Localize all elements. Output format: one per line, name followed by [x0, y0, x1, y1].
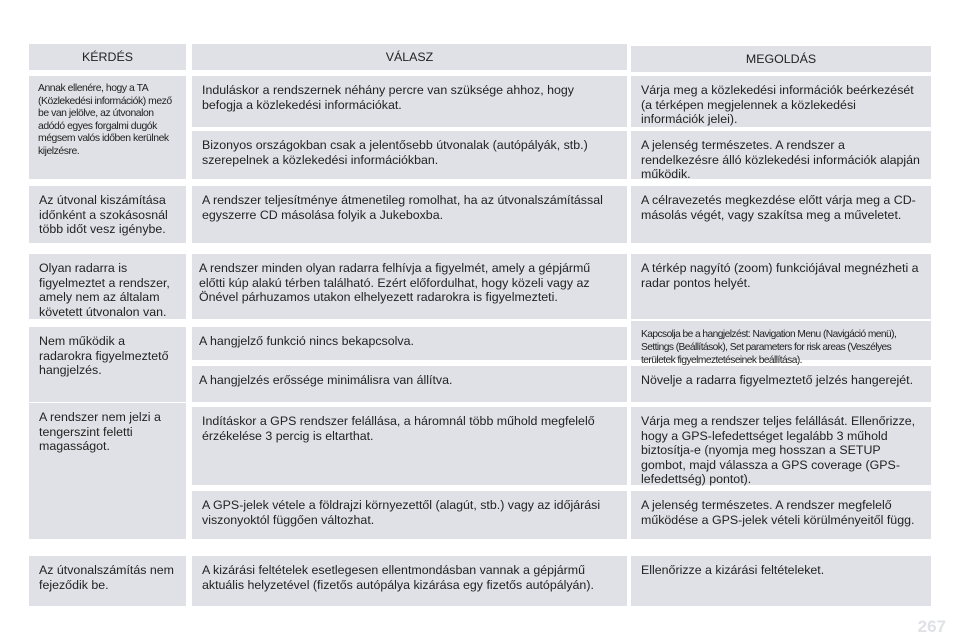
solution-cell: Várja meg a rendszer teljes felállását. Ellenőrizze, hogy a GPS-lefedettséget legalább 3 műhold biztosítja-e (nyomja meg hosszan a SETUP gombot, majd válassza a GPS coverage (GPS-lefedettség) pontot). — [631, 407, 931, 485]
answer-cell: Indításkor a GPS rendszer felállása, a háromnál több műhold megfelelő érzékelése 3 percig is eltarthat. — [192, 407, 627, 485]
answer-cell: A rendszer teljesítménye átmenetileg romolhat, ha az útvonalszámítással egyszerre CD másolása folyik a Jukeboxba. — [192, 186, 627, 243]
solution-cell: Növelje a radarra figyelmeztető jelzés hangerejét. — [631, 366, 931, 402]
question-cell: A rendszer nem jelzi a tengerszint feletti magasságot. — [29, 403, 186, 539]
solution-cell: A jelenség természetes. A rendszer a rendelkezésre álló közlekedési információk alapján működik. — [631, 131, 931, 179]
question-cell: Az útvonalszámítás nem fejeződik be. — [29, 556, 186, 606]
answer-cell: Induláskor a rendszernek néhány percre van szüksége ahhoz, hogy befogja a közlekedési információkat. — [192, 76, 627, 127]
answer-cell: A rendszer minden olyan radarra felhívja a figyelmét, amely a gépjármű előtti kúp alakú térben található. Ezért előfordulhat, hogy közeli vagy az Önével párhuzamos utakon elhelyezett radarokra is figyelmezteti. — [192, 254, 627, 319]
solution-cell: Ellenőrizze a kizárási feltételeket. — [631, 556, 931, 606]
solution-cell: A térkép nagyító (zoom) funkciójával megnézheti a radar pontos helyét. — [631, 254, 931, 319]
answer-cell: Bizonyos országokban csak a jelentősebb útvonalak (autópályák, stb.) szerepelnek a közlekedési információkban. — [192, 131, 627, 179]
header-answer: VÁLASZ — [192, 44, 627, 70]
question-cell: Annak ellenére, hogy a TA (Közlekedési információk) mező be van jelölve, az útvonalon adódó egyes forgalmi dugók mégsem valós időben kerülnek kijelzésre. — [29, 76, 186, 179]
answer-cell: A GPS-jelek vétele a földrajzi környezettől (alagút, stb.) vagy az időjárási viszonyoktól függően változhat. — [192, 491, 627, 539]
solution-cell: Várja meg a közlekedési információk beérkezését (a térképen megjelennek a közlekedési információk jelei). — [631, 76, 931, 127]
question-cell: Olyan radarra is figyelmeztet a rendszer, amely nem az általam követett útvonalon van. — [29, 254, 186, 319]
answer-cell: A hangjelzés erőssége minimálisra van állítva. — [192, 366, 627, 402]
page-number: 267 — [917, 617, 946, 636]
answer-cell: A hangjelző funkció nincs bekapcsolva. — [192, 327, 627, 360]
header-solution: MEGOLDÁS — [631, 46, 931, 72]
header-question: KÉRDÉS — [29, 44, 186, 70]
solution-cell: A célravezetés megkezdése előtt várja meg a CD-másolás végét, vagy szakítsa meg a műveletet. — [631, 186, 931, 243]
solution-cell: A jelenség természetes. A rendszer megfelelő működése a GPS-jelek vételi körülményeitől függ. — [631, 491, 931, 539]
question-cell: Nem működik a radarokra figyelmeztető hangjelzés. — [29, 327, 186, 402]
answer-cell: A kizárási feltételek esetlegesen ellentmondásban vannak a gépjármű aktuális helyzetével (fizetős autópálya kizárása egy fizetős autópályán). — [192, 556, 627, 606]
question-cell: Az útvonal kiszámítása időnként a szokásosnál több időt vesz igénybe. — [29, 186, 186, 243]
solution-cell: Kapcsolja be a hangjelzést: Navigation Menu (Navigáció menü), Settings (Beállítások), Set parameters for risk areas (Veszélyes területek figyelmeztetéseinek beállítása). — [631, 321, 931, 360]
